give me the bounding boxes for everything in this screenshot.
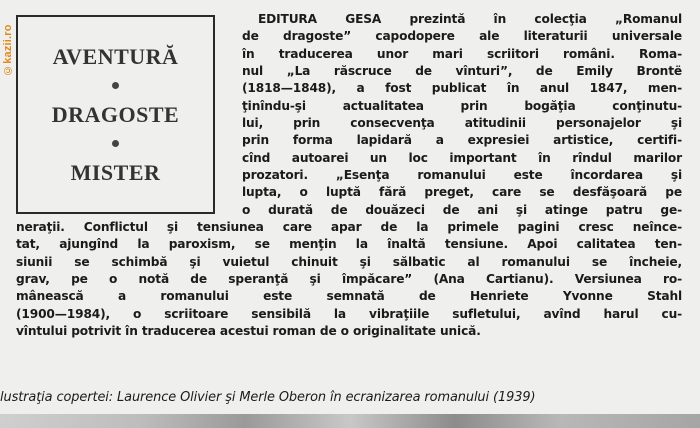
cover-photo-edge — [0, 414, 700, 428]
text-line: mânească a romanului este semnată de Henriete Yvonne Stahl — [16, 289, 682, 303]
text-line: cînd autoarei un loc important în rîndul marilor — [242, 151, 682, 165]
text-line: (1818—1848), a fost publicat în anul 1847, men- — [242, 81, 682, 95]
text-line: lupta, o luptă fără preget, care se desfăşoară pe — [242, 185, 682, 199]
text-line: prin forma lapidară a expresiei artistice, certifi- — [242, 133, 682, 147]
text-line: în traducerea unor mari scriitori români. Roma- — [242, 47, 682, 61]
text-line: neraţii. Conflictul şi tensiunea care apar de la primele pagini cresc neînce- — [16, 220, 682, 234]
text-line: grav, pe o notă de speranţă şi împăcare” (Ana Cartianu). Versiunea ro- — [16, 272, 682, 286]
text-line: nul „La răscruce de vînturi”, de Emily Brontë — [242, 64, 682, 78]
text-line: vîntului potrivit în traducerea acestui roman de o originalitate unică. — [16, 324, 481, 338]
cover-caption: lustraţia copertei: Laurence Olivier şi Merle Oberon în ecranizarea romanului (1939) — [0, 390, 536, 405]
text-line: o durată de douăzeci de ani şi atinge patru ge- — [242, 203, 682, 217]
text-line: ţinîndu-şi actualitatea prin bogăţia conţinutu- — [242, 99, 682, 113]
genre-adventure: AVENTURĂ — [52, 44, 179, 69]
genre-romance: DRAGOSTE — [51, 102, 180, 127]
text-line: siunii se schimbă şi vuietul chinuit şi sălbatic al romanului se încheie, — [16, 255, 682, 269]
text-line: EDITURA GESA prezintă în colecţia „Romanul — [258, 12, 682, 26]
watermark-logo: ©kazii.ro — [2, 24, 14, 76]
text-line: lui, prin consecvenţa atitudinii personajelor şi — [242, 116, 682, 130]
text-line: de dragoste” capodopere ale literaturii universale — [242, 29, 682, 43]
genre-mystery: MISTER — [70, 160, 161, 185]
text-line: prozatori. „Esenţa romanului este încordarea şi — [242, 168, 682, 182]
text-line: (1900—1984), o scriitoare sensibilă la vibraţiile sufletului, avînd harul cu- — [16, 307, 682, 321]
text-line: tat, ajungînd la paroxism, se menţin la înaltă tensiune. Apoi calitatea ten- — [16, 237, 682, 251]
